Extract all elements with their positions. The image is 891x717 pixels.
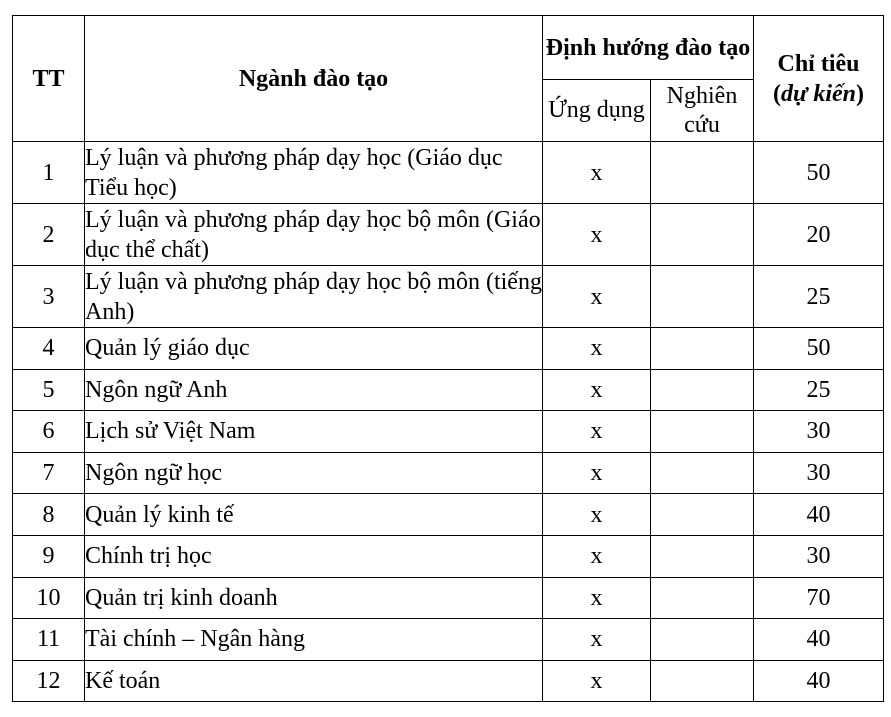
- row-quota: 40: [754, 660, 884, 702]
- row-program: Ngôn ngữ học: [85, 452, 543, 494]
- row-program: Quản lý giáo dục: [85, 328, 543, 370]
- training-programs-table: [12, 15, 884, 702]
- row-quota: 30: [754, 411, 884, 453]
- row-tt: 8: [13, 494, 85, 536]
- row-tt: 12: [13, 660, 85, 702]
- row-program: Lý luận và phương pháp dạy học (Giáo dục Tiểu học): [85, 142, 543, 204]
- header-research: Nghiên cứu: [651, 80, 754, 142]
- table-row: [13, 619, 884, 661]
- header-tt: TT: [13, 16, 85, 142]
- row-quota: 25: [754, 266, 884, 328]
- row-tt: 7: [13, 452, 85, 494]
- row-tt: 9: [13, 535, 85, 577]
- row-research: [651, 577, 754, 619]
- row-program: Lý luận và phương pháp dạy học bộ môn (Giáo dục thể chất): [85, 204, 543, 266]
- row-research: [651, 660, 754, 702]
- row-research: [651, 619, 754, 661]
- row-tt: 1: [13, 142, 85, 204]
- row-quota: 40: [754, 619, 884, 661]
- row-applied: x: [543, 452, 651, 494]
- row-program: Quản lý kinh tế: [85, 494, 543, 536]
- row-applied: x: [543, 411, 651, 453]
- row-applied: x: [543, 369, 651, 411]
- row-research: [651, 535, 754, 577]
- table-row: [13, 411, 884, 453]
- row-quota: 50: [754, 328, 884, 370]
- row-program: Quản trị kinh doanh: [85, 577, 543, 619]
- row-quota: 20: [754, 204, 884, 266]
- table-row: [13, 494, 884, 536]
- table-row: [13, 369, 884, 411]
- row-research: [651, 142, 754, 204]
- table-row: [13, 204, 884, 266]
- row-applied: x: [543, 328, 651, 370]
- row-program: Kế toán: [85, 660, 543, 702]
- row-program: Chính trị học: [85, 535, 543, 577]
- row-applied: x: [543, 266, 651, 328]
- header-applied: Ứng dụng: [543, 80, 651, 142]
- row-research: [651, 369, 754, 411]
- header-quota-main: Chỉ tiêu: [777, 50, 860, 77]
- row-program: Lịch sử Việt Nam: [85, 411, 543, 453]
- row-tt: 5: [13, 369, 85, 411]
- header-quota-note: dự kiến: [780, 80, 857, 107]
- row-tt: 6: [13, 411, 85, 453]
- row-research: [651, 204, 754, 266]
- row-applied: x: [543, 577, 651, 619]
- row-applied: x: [543, 535, 651, 577]
- row-quota: 50: [754, 142, 884, 204]
- row-applied: x: [543, 204, 651, 266]
- row-research: [651, 452, 754, 494]
- row-quota: 40: [754, 494, 884, 536]
- header-quota-paren-open: (: [772, 80, 781, 107]
- table-row: [13, 452, 884, 494]
- row-research: [651, 494, 754, 536]
- row-tt: 3: [13, 266, 85, 328]
- row-quota: 70: [754, 577, 884, 619]
- row-quota: 30: [754, 452, 884, 494]
- row-tt: 10: [13, 577, 85, 619]
- row-research: [651, 411, 754, 453]
- header-orientation: Định hướng đào tạo: [543, 16, 754, 80]
- row-program: Tài chính – Ngân hàng: [85, 619, 543, 661]
- row-tt: 4: [13, 328, 85, 370]
- table-row: [13, 328, 884, 370]
- table-row: [13, 142, 884, 204]
- header-quota: [754, 16, 884, 142]
- row-applied: x: [543, 142, 651, 204]
- row-program: Ngôn ngữ Anh: [85, 369, 543, 411]
- table-row: [13, 266, 884, 328]
- row-tt: 2: [13, 204, 85, 266]
- table-row: [13, 660, 884, 702]
- table-row: [13, 535, 884, 577]
- row-applied: x: [543, 660, 651, 702]
- row-applied: x: [543, 619, 651, 661]
- header-program: Ngành đào tạo: [85, 16, 543, 142]
- row-research: [651, 266, 754, 328]
- row-tt: 11: [13, 619, 85, 661]
- row-research: [651, 328, 754, 370]
- row-program: Lý luận và phương pháp dạy học bộ môn (tiếng Anh): [85, 266, 543, 328]
- header-quota-paren-close: ): [856, 80, 865, 107]
- row-quota: 25: [754, 369, 884, 411]
- row-quota: 30: [754, 535, 884, 577]
- row-applied: x: [543, 494, 651, 536]
- table-row: [13, 577, 884, 619]
